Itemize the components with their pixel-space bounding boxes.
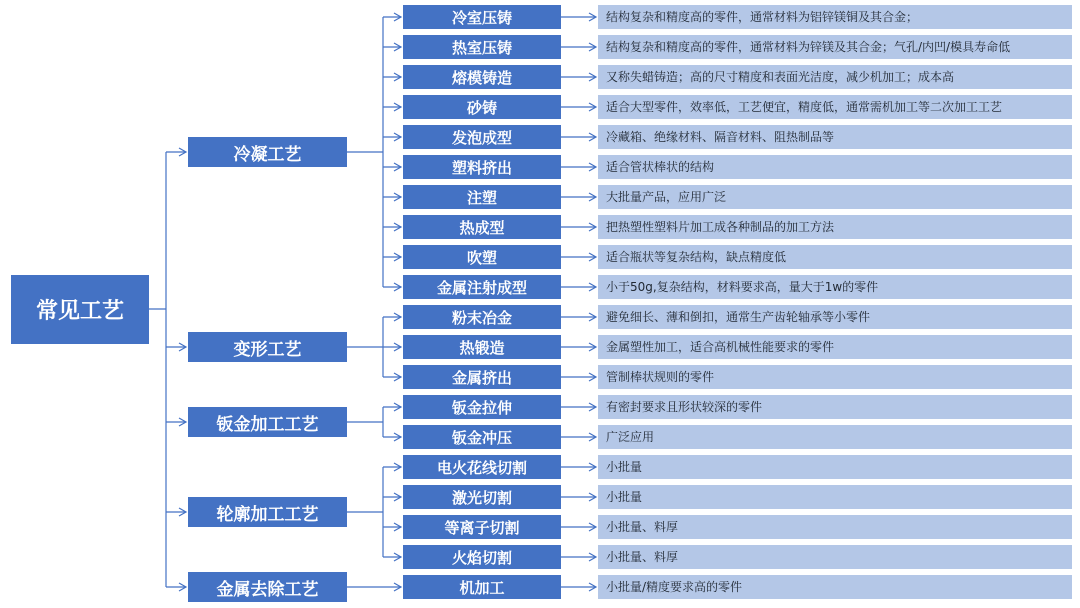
process-description: 管制棒状规则的零件 [598,365,1072,389]
process-description: 小于50g,复杂结构，材料要求高，量大于1w的零件 [598,275,1072,299]
process-node: 热锻造 [403,335,561,359]
process-node: 激光切割 [403,485,561,509]
process-description: 大批量产品，应用广泛 [598,185,1072,209]
category-node-condensation: 冷凝工艺 [188,137,347,167]
process-node: 金属挤出 [403,365,561,389]
process-description: 避免细长、薄和倒扣，通常生产齿轮轴承等小零件 [598,305,1072,329]
process-node: 火焰切割 [403,545,561,569]
process-node: 冷室压铸 [403,5,561,29]
process-description: 适合大型零件，效率低，工艺便宜，精度低，通常需机加工等二次加工工艺 [598,95,1072,119]
process-description: 有密封要求且形状较深的零件 [598,395,1072,419]
process-description: 把热塑性塑料片加工成各种制品的加工方法 [598,215,1072,239]
process-node: 金属注射成型 [403,275,561,299]
process-node: 等离子切割 [403,515,561,539]
process-description: 小批量、料厚 [598,545,1072,569]
process-description: 小批量、料厚 [598,515,1072,539]
process-description: 冷藏箱、绝缘材料、隔音材料、阻热制品等 [598,125,1072,149]
process-node: 发泡成型 [403,125,561,149]
process-node: 注塑 [403,185,561,209]
process-node: 热室压铸 [403,35,561,59]
process-description: 适合管状棒状的结构 [598,155,1072,179]
process-node: 热成型 [403,215,561,239]
process-node: 钣金冲压 [403,425,561,449]
process-description: 结构复杂和精度高的零件，通常材料为铝锌镁铜及其合金； [598,5,1072,29]
process-node: 钣金拉伸 [403,395,561,419]
category-node-deformation: 变形工艺 [188,332,347,362]
process-description: 适合瓶状等复杂结构，缺点精度低 [598,245,1072,269]
process-node: 粉末冶金 [403,305,561,329]
process-description: 小批量 [598,455,1072,479]
category-node-sheet-metal: 钣金加工工艺 [188,407,347,437]
process-description: 小批量 [598,485,1072,509]
process-node: 吹塑 [403,245,561,269]
process-description: 广泛应用 [598,425,1072,449]
process-description: 又称失蜡铸造；高的尺寸精度和表面光洁度，减少机加工；成本高 [598,65,1072,89]
process-description: 小批量/精度要求高的零件 [598,575,1072,599]
process-node: 塑料挤出 [403,155,561,179]
category-node-metal-removal: 金属去除工艺 [188,572,347,602]
process-description: 金属塑性加工，适合高机械性能要求的零件 [598,335,1072,359]
category-node-contour-cutting: 轮廓加工工艺 [188,497,347,527]
process-node: 机加工 [403,575,561,599]
root-node: 常见工艺 [11,275,149,344]
process-description: 结构复杂和精度高的零件，通常材料为锌镁及其合金；气孔/内凹/模具寿命低 [598,35,1072,59]
process-node: 熔模铸造 [403,65,561,89]
process-node: 砂铸 [403,95,561,119]
process-node: 电火花线切割 [403,455,561,479]
